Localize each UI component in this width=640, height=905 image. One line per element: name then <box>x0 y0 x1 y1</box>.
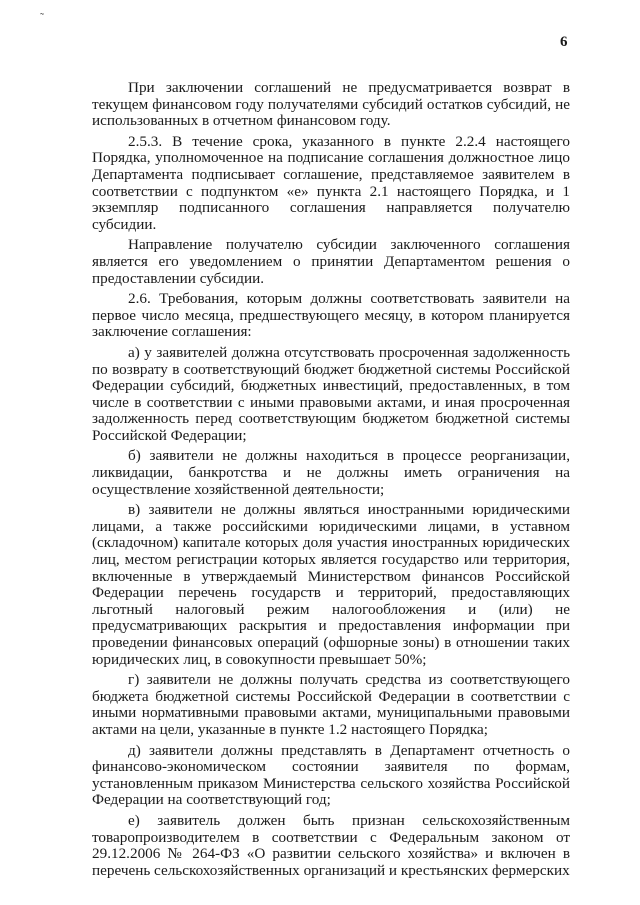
paragraph-item-v: в) заявители не должны являться иностранными юридическими лицами, а также российскими юридическими лицами, в уставном (складочном) капитале которых доля участия иностранных юридических лиц, местом регистрации которых является государство или территория, включенные в утверждаемый Министерством финансов Российской Федерации перечень государств и территорий, предоставляющих льготный налоговый режим налогообложения и (или) не предусматривающих раскрытия и предоставления информации при проведении финансовых операций (офшорные зоны) в отношении таких юридических лиц, в совокупности превышает 50%; <box>92 501 570 668</box>
page-number: 6 <box>560 34 568 50</box>
corner-mark: ˜ <box>40 10 44 24</box>
paragraph-2-6: 2.6. Требования, которым должны соответствовать заявители на первое число месяца, предшествующего месяцу, в котором планируется заключение соглашения: <box>92 290 570 341</box>
paragraph-item-g: г) заявители не должны получать средства из соответствующего бюджета бюджетной системы Российской Федерации в соответствии с иными нормативными правовыми актами, муниципальными правовыми актами на цели, указанные в пункте 1.2 настоящего Порядка; <box>92 671 570 738</box>
paragraph-item-a: а) у заявителей должна отсутствовать просроченная задолженность по возврату в соответствующий бюджет бюджетной системы Российской Федерации субсидий, бюджетных инвестиций, предоставленных, в том числе в соответствии с иными правовыми актами, и иная просроченная задолженность перед соответствующим бюджетом бюджетной системы Российской Федерации; <box>92 343 570 444</box>
document-body <box>92 80 570 883</box>
paragraph-no-refund: При заключении соглашений не предусматривается возврат в текущем финансовом году получателями субсидий остатков субсидий, не использованных в отчетном финансовом году. <box>92 79 570 130</box>
paragraph-2-5-3: 2.5.3. В течение срока, указанного в пункте 2.2.4 настоящего Порядка, уполномоченное на подписание соглашения должностное лицо Департамента подписывает соглашение, представляемое заявителем в соответствии с подпунктом «е» пункта 2.1 настоящего Порядка, и 1 экземпляр подписанного соглашения направляется получателю субсидии. <box>92 132 570 233</box>
paragraph-item-d: д) заявители должны представлять в Департамент отчетность о финансово-экономическом состоянии заявителя по формам, установленным приказом Министерства сельского хозяйства Российской Федерации на соответствующий год; <box>92 741 570 809</box>
paragraph-item-b: б) заявители не должны находиться в процессе реорганизации, ликвидации, банкротства и не должны иметь ограничения на осуществление хозяйственной деятельности; <box>92 447 570 498</box>
paragraph-notification: Направление получателю субсидии заключенного соглашения является его уведомлением о принятии Департаментом решения о предоставлении субсидии. <box>92 236 570 287</box>
paragraph-item-e: е) заявитель должен быть признан сельскохозяйственным товаропроизводителем в соответствии с Федеральным законом от 29.12.2006 № 264-ФЗ «О развитии сельского хозяйства» и включен в перечень сельскохозяйственных организаций и крестьянских фермерских <box>92 811 570 879</box>
